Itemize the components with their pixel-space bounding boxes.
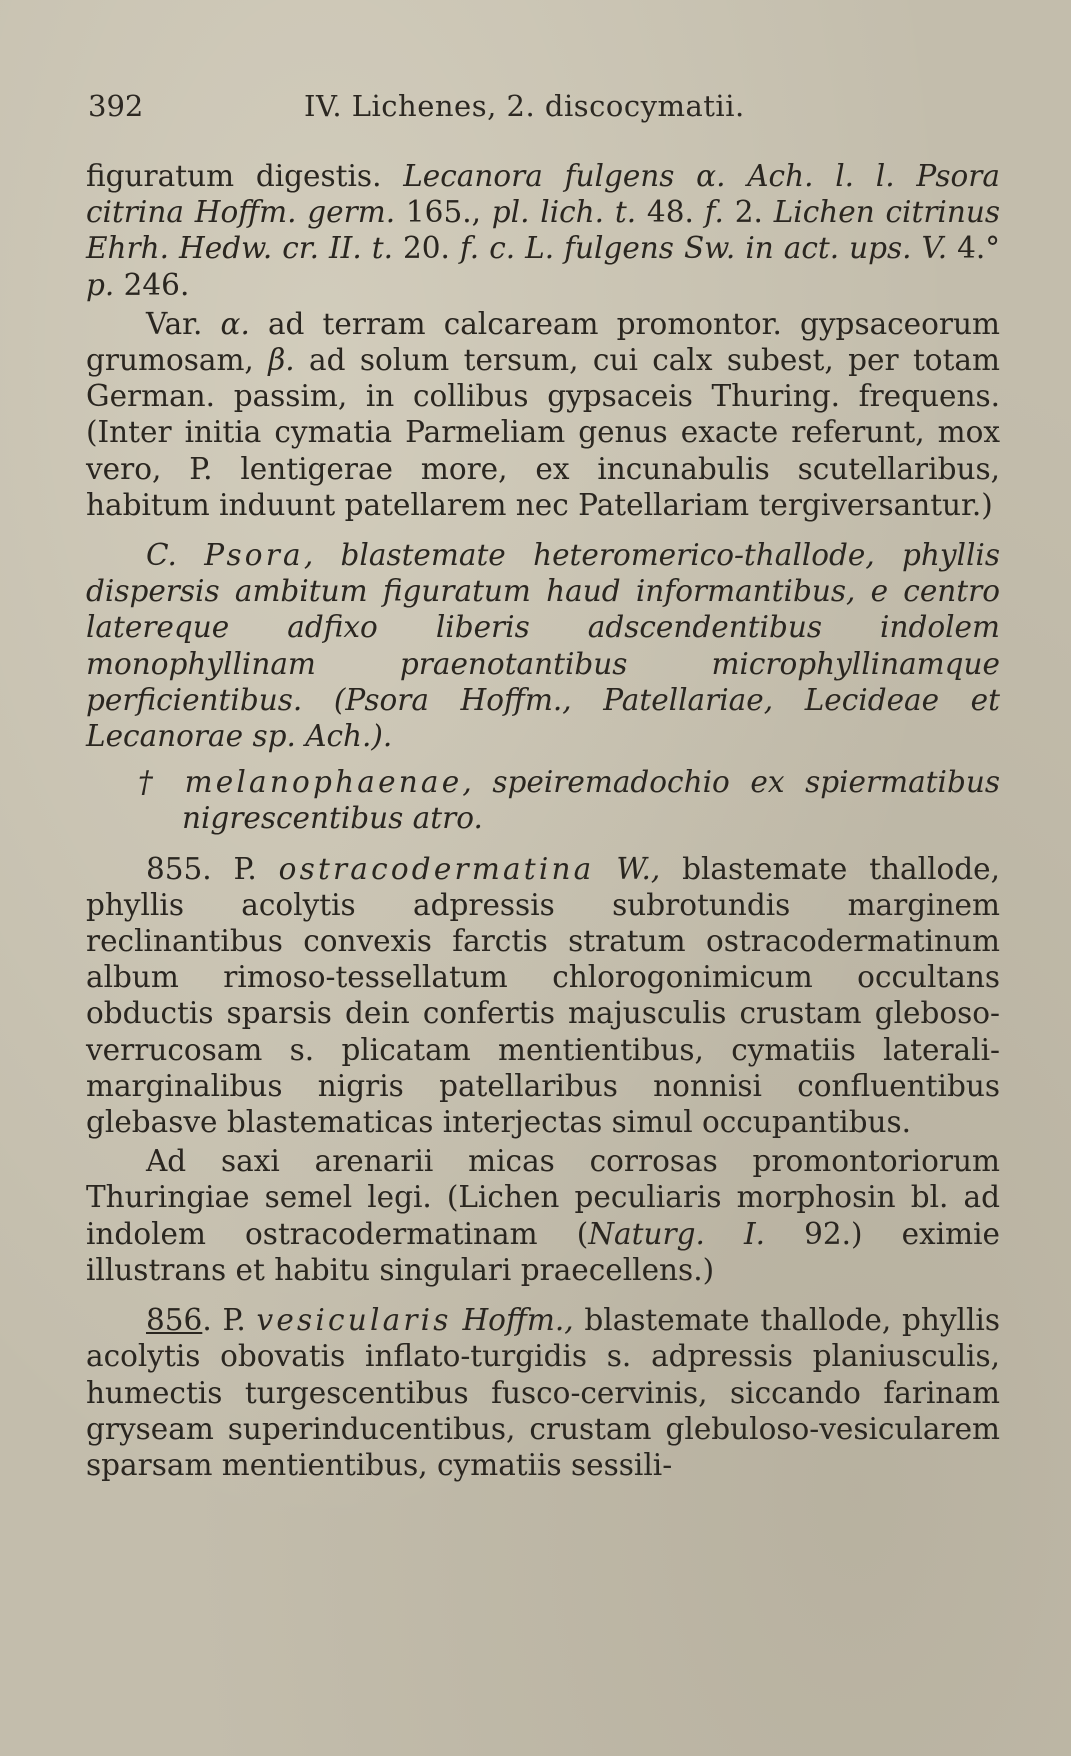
- author-abbrev: W.,: [594, 851, 661, 886]
- text-run: 165.,: [395, 195, 492, 230]
- species-number: 855. P.: [146, 851, 279, 886]
- species-name: ostracodermatina: [278, 851, 595, 886]
- text-run: Lecanora fulgens α. Ach. l. l. Psora citrina Hoffm. germ.: [86, 159, 1000, 230]
- section-name: melanophaenae: [184, 765, 463, 800]
- text-run: 92.) eximie illustrans et habitu singulari praecellens.): [86, 1216, 1000, 1287]
- text-run: C.: [146, 538, 205, 573]
- genus-name: Psora: [204, 538, 304, 573]
- text-run: ad terram calcaream promontor. gypsaceorum grumosam,: [86, 306, 1000, 378]
- text-run: β.: [268, 343, 295, 378]
- text-run: pl. lich. t.: [491, 195, 637, 230]
- paragraph-species-855: [86, 851, 1000, 1141]
- text-run: figuratum digestis.: [86, 159, 404, 193]
- text-run: ad solum tersum, cui calx subest, per totam German. passim, in collibus gypsaceis Thuring. frequens. (Inter initia cymatia Parmeliam genus exacte referunt, mox vero, P. lentigerae more, ex incunabulis scutellaribus, habitum induunt patellarem nec Patellariam tergiversantur.): [86, 343, 1000, 522]
- text-run: Var.: [146, 306, 221, 341]
- text-run: f. c. L. fulgens Sw. in act. ups. V.: [459, 231, 948, 266]
- text-run: p.: [86, 267, 115, 302]
- text-run: . P.: [202, 1303, 257, 1338]
- paragraph-species-856: [86, 1302, 1000, 1483]
- text-run: 48.: [636, 195, 705, 230]
- text-run: 246.: [114, 267, 190, 302]
- text-run: Ad saxi arenarii micas corrosas promontoriorum Thuringiae semel legi. (Lichen peculiaris morphosin bl. ad indolem ostracodermatinam (: [86, 1144, 1000, 1251]
- text-run: blastemate thallode, phyllis acolytis obovatis inflato-turgidis s. adpressis planiusculis, humectis turgescentibus fusco-cervinis, siccando farinam gryseam superinducentibus, crustam glebuloso-vesicularem sparsam mentientibus, cymatiis sessili-: [86, 1303, 1000, 1482]
- page-number: 392: [88, 89, 144, 123]
- species-name: vesicularis: [256, 1303, 452, 1338]
- text-run: 2.: [723, 195, 774, 230]
- species-number: 856: [146, 1303, 203, 1338]
- text-run: 20.: [392, 231, 460, 266]
- paragraph-varieties: [86, 306, 1000, 523]
- reference: Naturg. I.: [588, 1216, 765, 1251]
- running-head: IV. Lichenes, 2. discocymatii.: [304, 89, 745, 123]
- paragraph-genus-psora: [86, 537, 1000, 754]
- paragraph-synonyms: [86, 158, 1000, 303]
- page-header: [88, 86, 1002, 126]
- text-run: α.: [220, 306, 250, 341]
- text-run: 4.°: [947, 231, 1000, 266]
- dagger-mark: †: [138, 765, 185, 800]
- text-run: Lichen citrinus Ehrh. Hedw. cr. II. t.: [86, 195, 1000, 266]
- text-run: , blastemate heteromerico-thallode, phyllis dispersis ambitum figuratum haud informantibus, e centro latereque adfixo liberis adscendentibus indolem monophyllinam praenotantibus microphyllinamque perficientibus. (Psora Hoffm., Patellariae, Lecideae et Lecanorae sp. Ach.).: [86, 538, 1000, 754]
- body-text: [86, 158, 1000, 1483]
- text-run: blastemate thallode, phyllis acolytis adpressis subrotundis marginem reclinantibus convexis farctis stratum ostracodermatinum album rimoso-tessellatum chlorogonimicum occultans obductis sparsis dein confertis majusculis crustam gleboso-verrucosam s. plicatam mentientibus, cymatiis laterali-marginalibus nigris patellaribus nonnisi confluentibus glebasve blastematicas interjectas simul occupantibus.: [86, 851, 1000, 1140]
- text-run: f.: [704, 195, 724, 230]
- paragraph-section-melanophaenae: [86, 764, 1000, 836]
- paragraph-habitat-855: [86, 1143, 1000, 1288]
- text-run: , speiremadochio ex spiermatibus nigrescentibus atro.: [182, 765, 1000, 836]
- author-abbrev: Hoffm.,: [451, 1303, 574, 1338]
